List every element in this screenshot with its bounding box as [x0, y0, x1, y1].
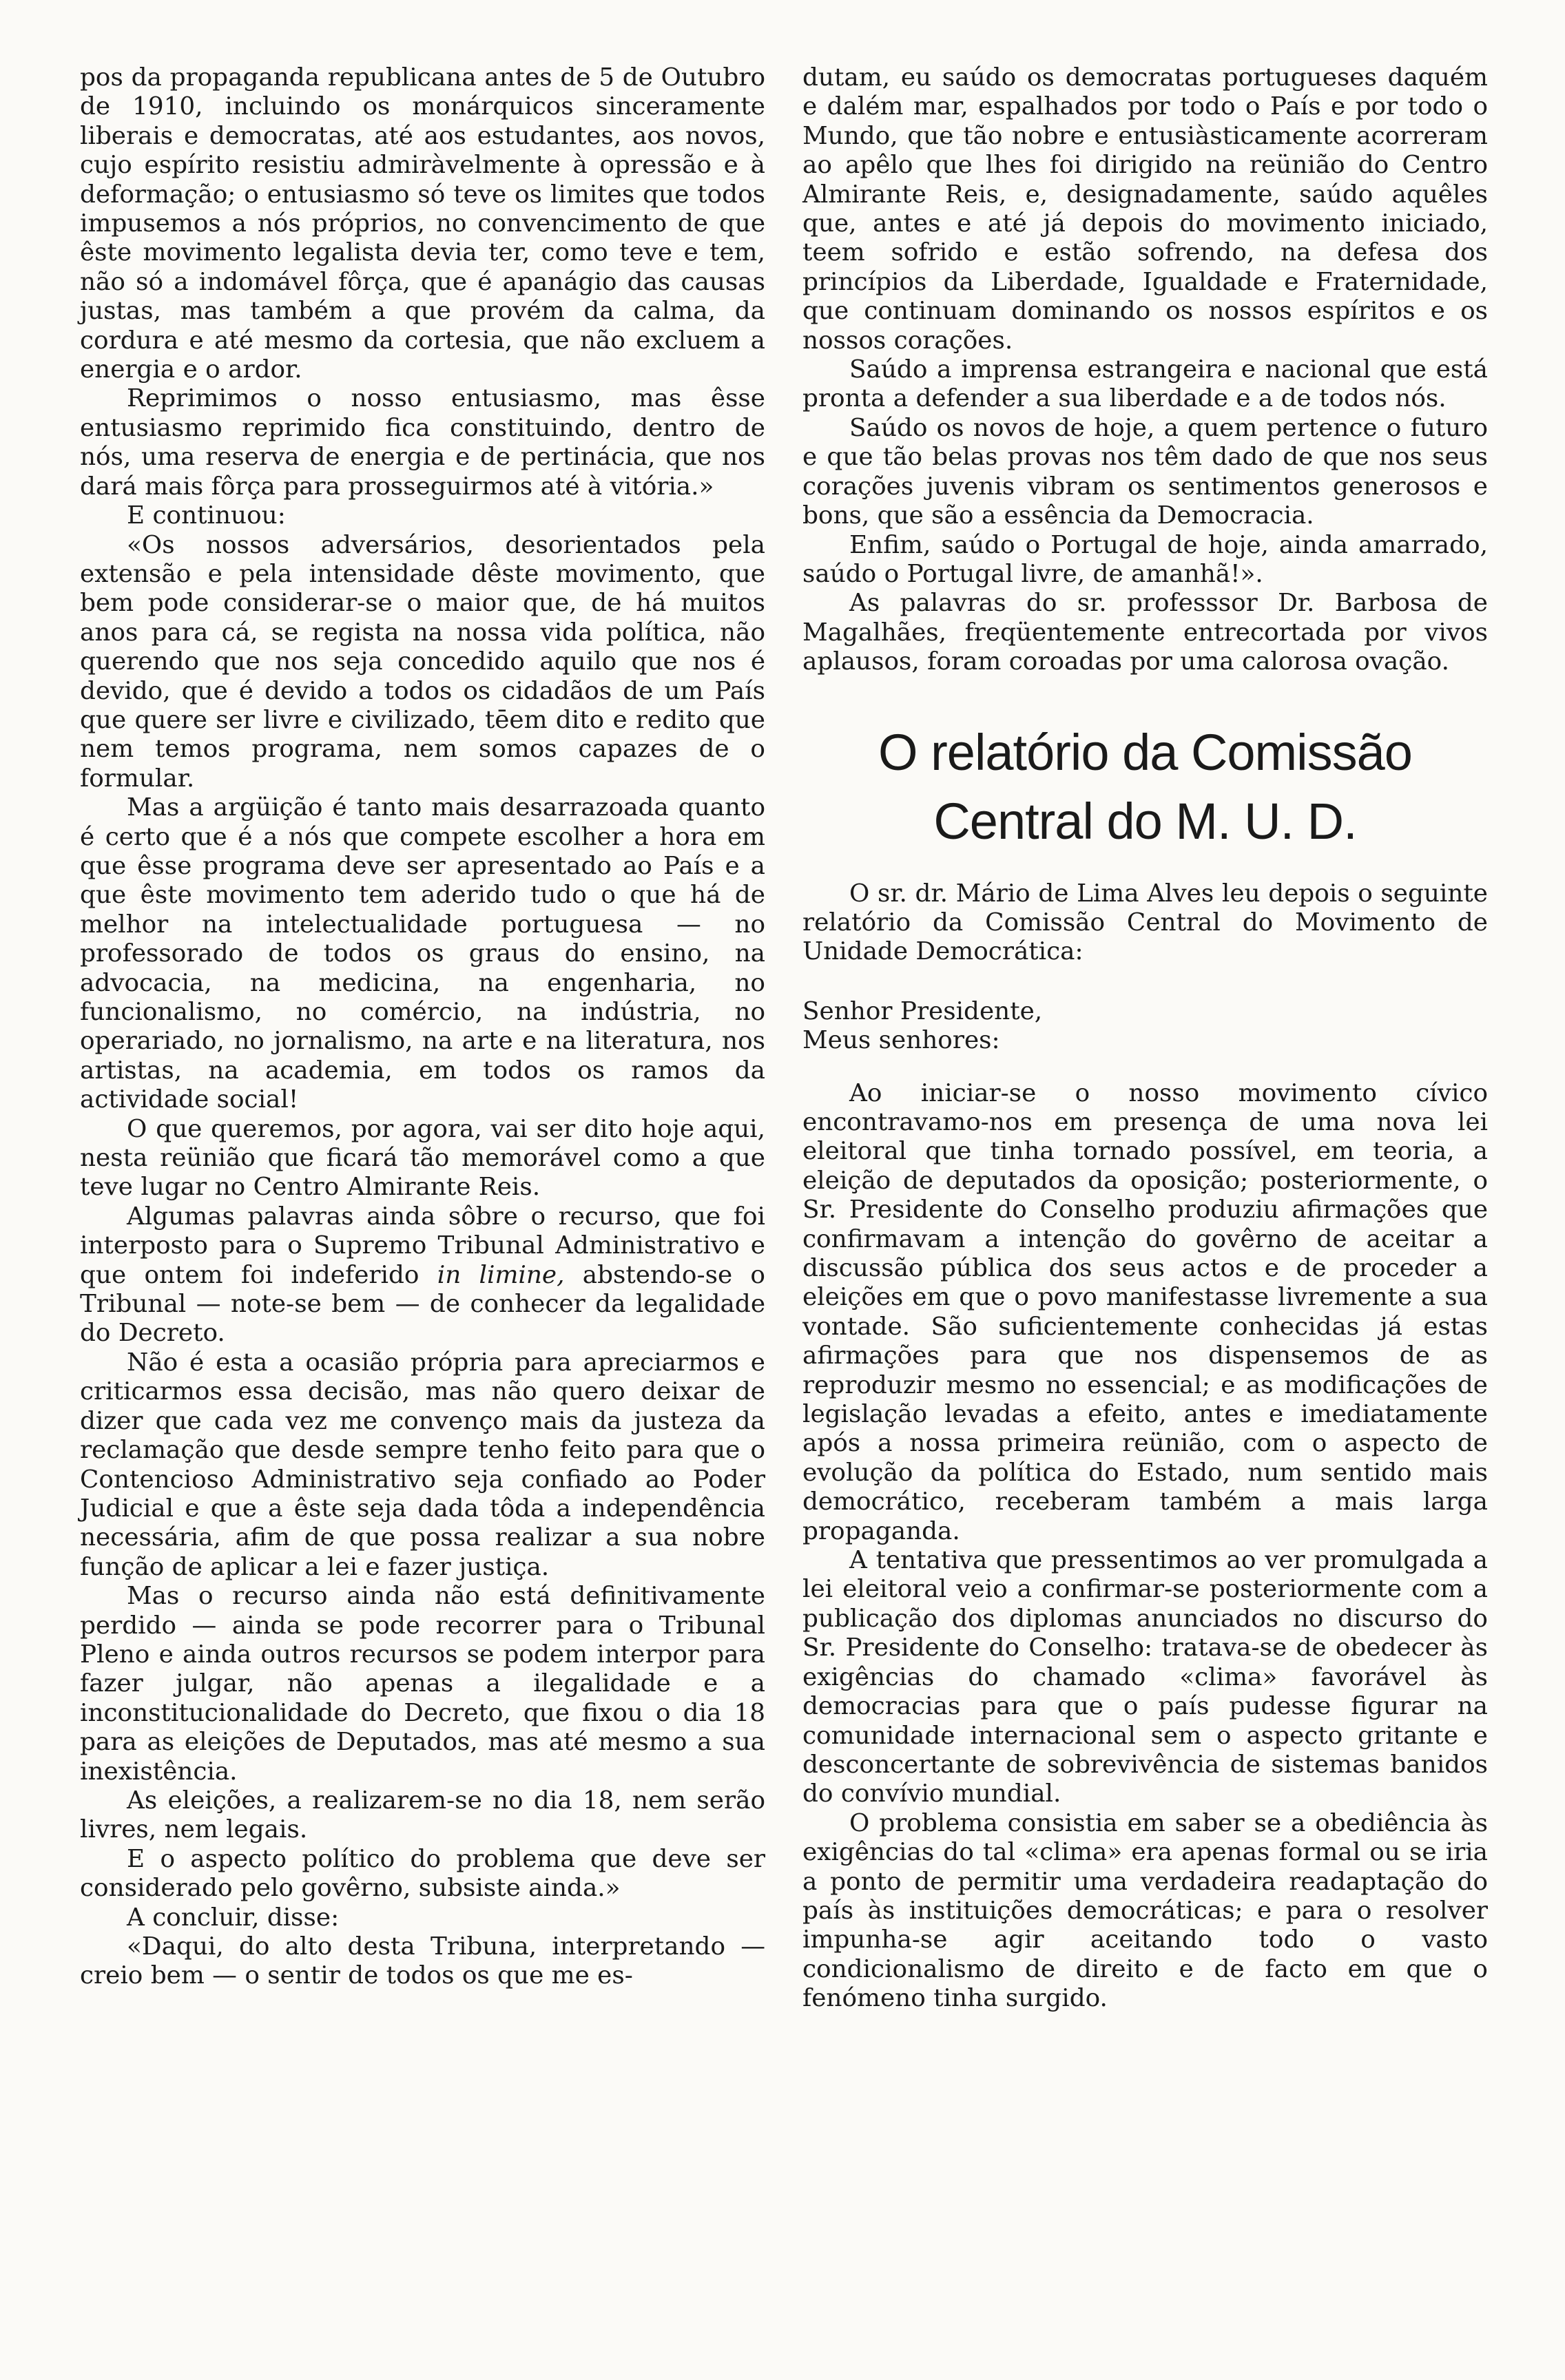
- paragraph: E o aspecto político do problema que deve ser considerado pelo govêrno, subsiste ainda.»: [80, 1844, 765, 1903]
- paragraph: Mas o recurso ainda não está definitivamente perdido — ainda se pode recorrer para o Tribunal Pleno e ainda outros recursos se podem interpor para fazer julgar, não apenas a ilegalidade e a inconstitucionalidade do Decreto, que fixou o dia 18 para as eleições de Deputados, mas até mesmo a sua inexistência.: [80, 1582, 765, 1786]
- paragraph: E continuou:: [127, 501, 286, 530]
- paragraph: «Daqui, do alto desta Tribuna, interpretando — creio bem — o sentir de todos os que me es-: [80, 1932, 765, 1990]
- paragraph: A tentativa que pressentimos ao ver promulgada a lei eleitoral veio a confirmar-se posteriormente com a publicação dos diplomas anunciados no discurso do Sr. Presidente do Conselho: tratava-se de obedecer às exigências do chamado «clima» favorável às democracias para que o país pudesse figurar na comunidade internacional sem o aspecto gritante e desconcertante de sobrevivência de sistemas banidos do convívio mundial.: [802, 1546, 1488, 1808]
- paragraph: As eleições, a realizarem-se no dia 18, nem serão livres, nem legais.: [80, 1786, 765, 1844]
- paragraph: Reprimimos o nosso entusiasmo, mas êsse entusiasmo reprimido fica constituindo, dentro de nós, uma reserva de energia e de pertinácia, que nos dará mais fôrça para prosseguirmos até à vitória.»: [80, 384, 765, 501]
- text-run: abstendo-se o Tribunal — note-se bem — de conhecer da legalidade do Decreto.: [80, 1260, 765, 1348]
- paragraph: Saúdo a imprensa estrangeira e nacional que está pronta a defender a sua liberdade e a de todos nós.: [802, 355, 1488, 413]
- salutation-line: Meus senhores:: [802, 1026, 1000, 1055]
- salutation: [802, 997, 1488, 1056]
- intro-paragraph: O sr. dr. Mário de Lima Alves leu depois o seguinte relatório da Comissão Central do Movimento de Unidade Democrática:: [802, 879, 1488, 966]
- paragraph: Mas a argüição é tanto mais desarrazoada quanto é certo que é a nós que compete escolher a hora em que êsse programa deve ser apresentado ao País e a que êste movimento tem aderido tudo o que há de melhor na intelectualidade portuguesa — no professorado de todos os graus do ensino, na advocacia, na medicina, na engenharia, no funcionalismo, no comércio, na indústria, no operariado, no jornalismo, na arte e na literatura, nos artistas, na academia, em todos os ramos da actividade social!: [80, 793, 765, 1114]
- paragraph-with-italic: [80, 1202, 765, 1348]
- paragraph: Ao iniciar-se o nosso movimento cívico encontravamo-nos em presença de uma nova lei eleitoral que tinha tornado possível, em teoria, a eleição de deputados da oposição; posteriormente, o Sr. Presidente do Conselho produziu afirmações que confirmavam a intenção do govêrno de aceitar a discussão pública dos seus actos e de proceder a eleições em que o povo manifestasse livremente a sua vontade. São suficientemente conhecidas já estas afirmações para que nos dispensemos de as reproduzir mesmo no essencial; e as modificações de legislação levadas a efeito, antes e imediatamente após a nossa primeira reünião, com o aspecto de evolução da política do Estado, num sentido mais democrático, receberam também a mais larga propaganda.: [802, 1078, 1488, 1545]
- article-heading: O relatório da Comissão Central do M. U. D.: [878, 723, 1412, 850]
- salutation-line: Senhor Presidente,: [802, 996, 1043, 1025]
- paragraph: «Os nossos adversários, desorientados pela extensão e pela intensidade dêste movimento, que bem pode considerar-se o maior que, de há muitos anos para cá, se regista na nossa vida política, não querendo que nos seja concedido aquilo que nos é devido, que é devido a todos os cidadãos de um País que quere ser livre e civilizado, tēem dito e redito que nem temos programa, nem somos capazes de o formular.: [80, 530, 765, 793]
- paragraph: Enfim, saúdo o Portugal de hoje, ainda amarrado, saúdo o Portugal livre, de amanhã!».: [802, 530, 1488, 588]
- paragraph: Saúdo os novos de hoje, a quem pertence o futuro e que tão belas provas nos têm dado de que nos seus corações juvenis vibram os sentimentos generosos e bons, que são a essência da Democracia.: [802, 413, 1488, 530]
- text-run: Algumas palavras ainda sôbre o recurso, que foi interposto para o Supremo Tribunal Administrativo e que ontem foi indeferido: [80, 1202, 765, 1289]
- paragraph: O problema consistia em saber se a obediência às exigências do tal «clima» era apenas formal ou se iria a ponto de permitir uma verdadeira readaptação do país às instituições democráticas; e para o resolver impunha-se agir aceitando todo o vasto condicionalismo de direito e de facto em que o fenómeno tinha surgido.: [802, 1808, 1488, 2013]
- left-column: [80, 63, 765, 1991]
- right-column: [802, 63, 1488, 2014]
- paragraph: A concluir, disse:: [127, 1903, 340, 1932]
- italic-text: in limine,: [437, 1260, 565, 1289]
- paragraph: As palavras do sr. professsor Dr. Barbosa de Magalhães, freqüentemente entrecortada por vivos aplausos, foram coroadas por uma calorosa ovação.: [802, 589, 1488, 676]
- paragraph: O que queremos, por agora, vai ser dito hoje aqui, nesta reünião que ficará tão memorável como a que teve lugar no Centro Almirante Reis.: [80, 1114, 765, 1202]
- paragraph: pos da propaganda republicana antes de 5 de Outubro de 1910, incluindo os monárquicos sinceramente liberais e democratas, até aos estudantes, aos novos, cujo espírito resistiu admiràvelmente à opressão e à deformação; o entusiasmo só teve os limites que todos impusemos a nós próprios, no convencimento de que êste movimento legalista devia ter, como teve e tem, não só a indomável fôrça, que é apanágio das causas justas, mas também a que provém da calma, da cordura e até mesmo da cortesia, que não excluem a energia e o ardor.: [80, 63, 765, 384]
- paragraph: Não é esta a ocasião própria para apreciarmos e criticarmos essa decisão, mas não quero deixar de dizer que cada vez me convenço mais da justeza da reclamação que desde sempre tenho feito para que o Contencioso Administrativo seja confiado ao Poder Judicial e que a êste seja dada tôda a independência necessária, afim de que possa realizar a sua nobre função de aplicar a lei e fazer justiça.: [80, 1348, 765, 1581]
- paragraph: dutam, eu saúdo os democratas portugueses daquém e dalém mar, espalhados por todo o País e por todo o Mundo, que tão nobre e entusiàsticamente acorreram ao apêlo que lhes foi dirigido na reünião do Centro Almirante Reis, e, designadamente, saúdo aquêles que, antes e até já depois do movimento iniciado, teem sofrido e estão sofrendo, na defesa dos princípios da Liberdade, Igualdade e Fraternidade, que continuam dominando os nossos espíritos e os nossos corações.: [802, 63, 1488, 355]
